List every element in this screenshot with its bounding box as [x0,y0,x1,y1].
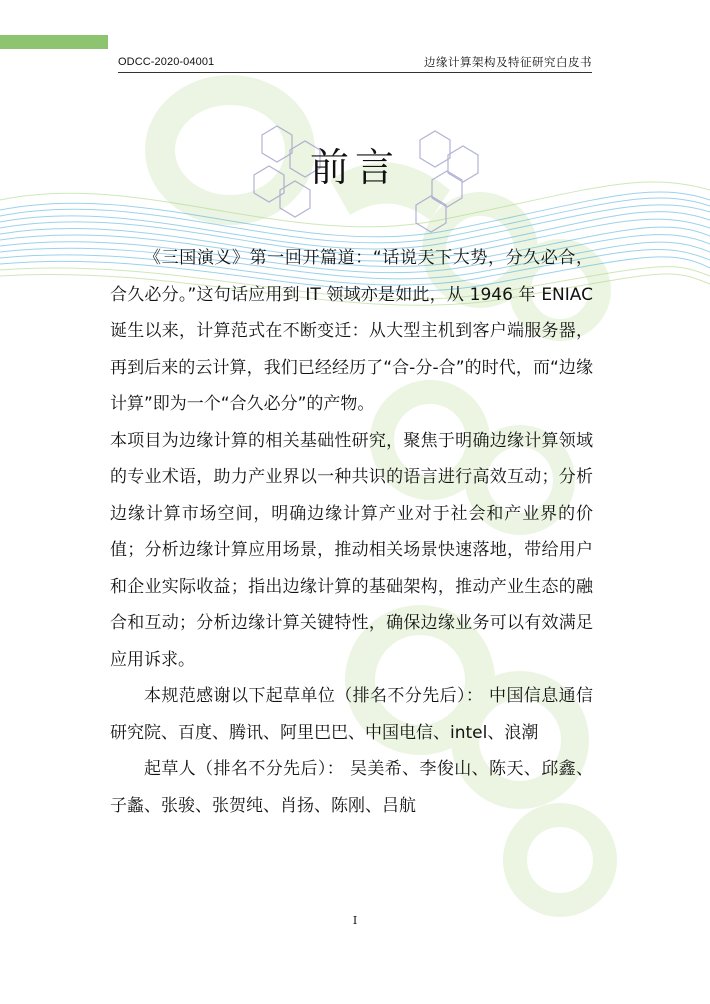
page-number: I [352,914,358,927]
paragraph-scope: 本项目为边缘计算的相关基础性研究，聚焦于明确边缘计算领域的专业术语，助力产业界以一种共识的语言进行高效互动；分析边缘计算市场空间，明确边缘计算产业对于社会和产业界的价值；分析边缘计算应用场景，推动相关场景快速落地，带给用户和企业实际收益；指出边缘计算的基础架构，推动产业生态的融合和互动；分析边缘计算关键特性，确保边缘业务可以有效满足应用诉求。 [110,430,593,670]
header-accent-bar [0,35,108,49]
preface-body [110,240,593,824]
paragraph-drafters: 起草人（排名不分先后）： 吴美希、李俊山、陈天、邱鑫、子蠡、张骏、张贺纯、肖扬、陈刚、吕航 [110,759,593,816]
page-header [118,54,592,73]
document-id: ODCC-2020-04001 [118,56,215,68]
document-title: 边缘计算架构及特征研究白皮书 [424,55,592,69]
paragraph-intro: 《三国演义》第一回开篇道：“话说天下大势，分久必合，合久必分。”这句话应用到 IT 领域亦是如此，从 1946 年 ENIAC 诞生以来，计算范式在不断变迁：从大型主机到客户端服务器，再到后来的云计算，我们已经经历了“合-分-合”的时代，而“边缘计算”即为一个“合久必分”的产物。 [110,248,593,414]
paragraph-drafting-units: 本规范感谢以下起草单位（排名不分先后）： 中国信息通信研究院、百度、腾讯、阿里巴巴、中国电信、intel、浪潮 [110,686,593,743]
page-title: 前言 [309,146,400,191]
